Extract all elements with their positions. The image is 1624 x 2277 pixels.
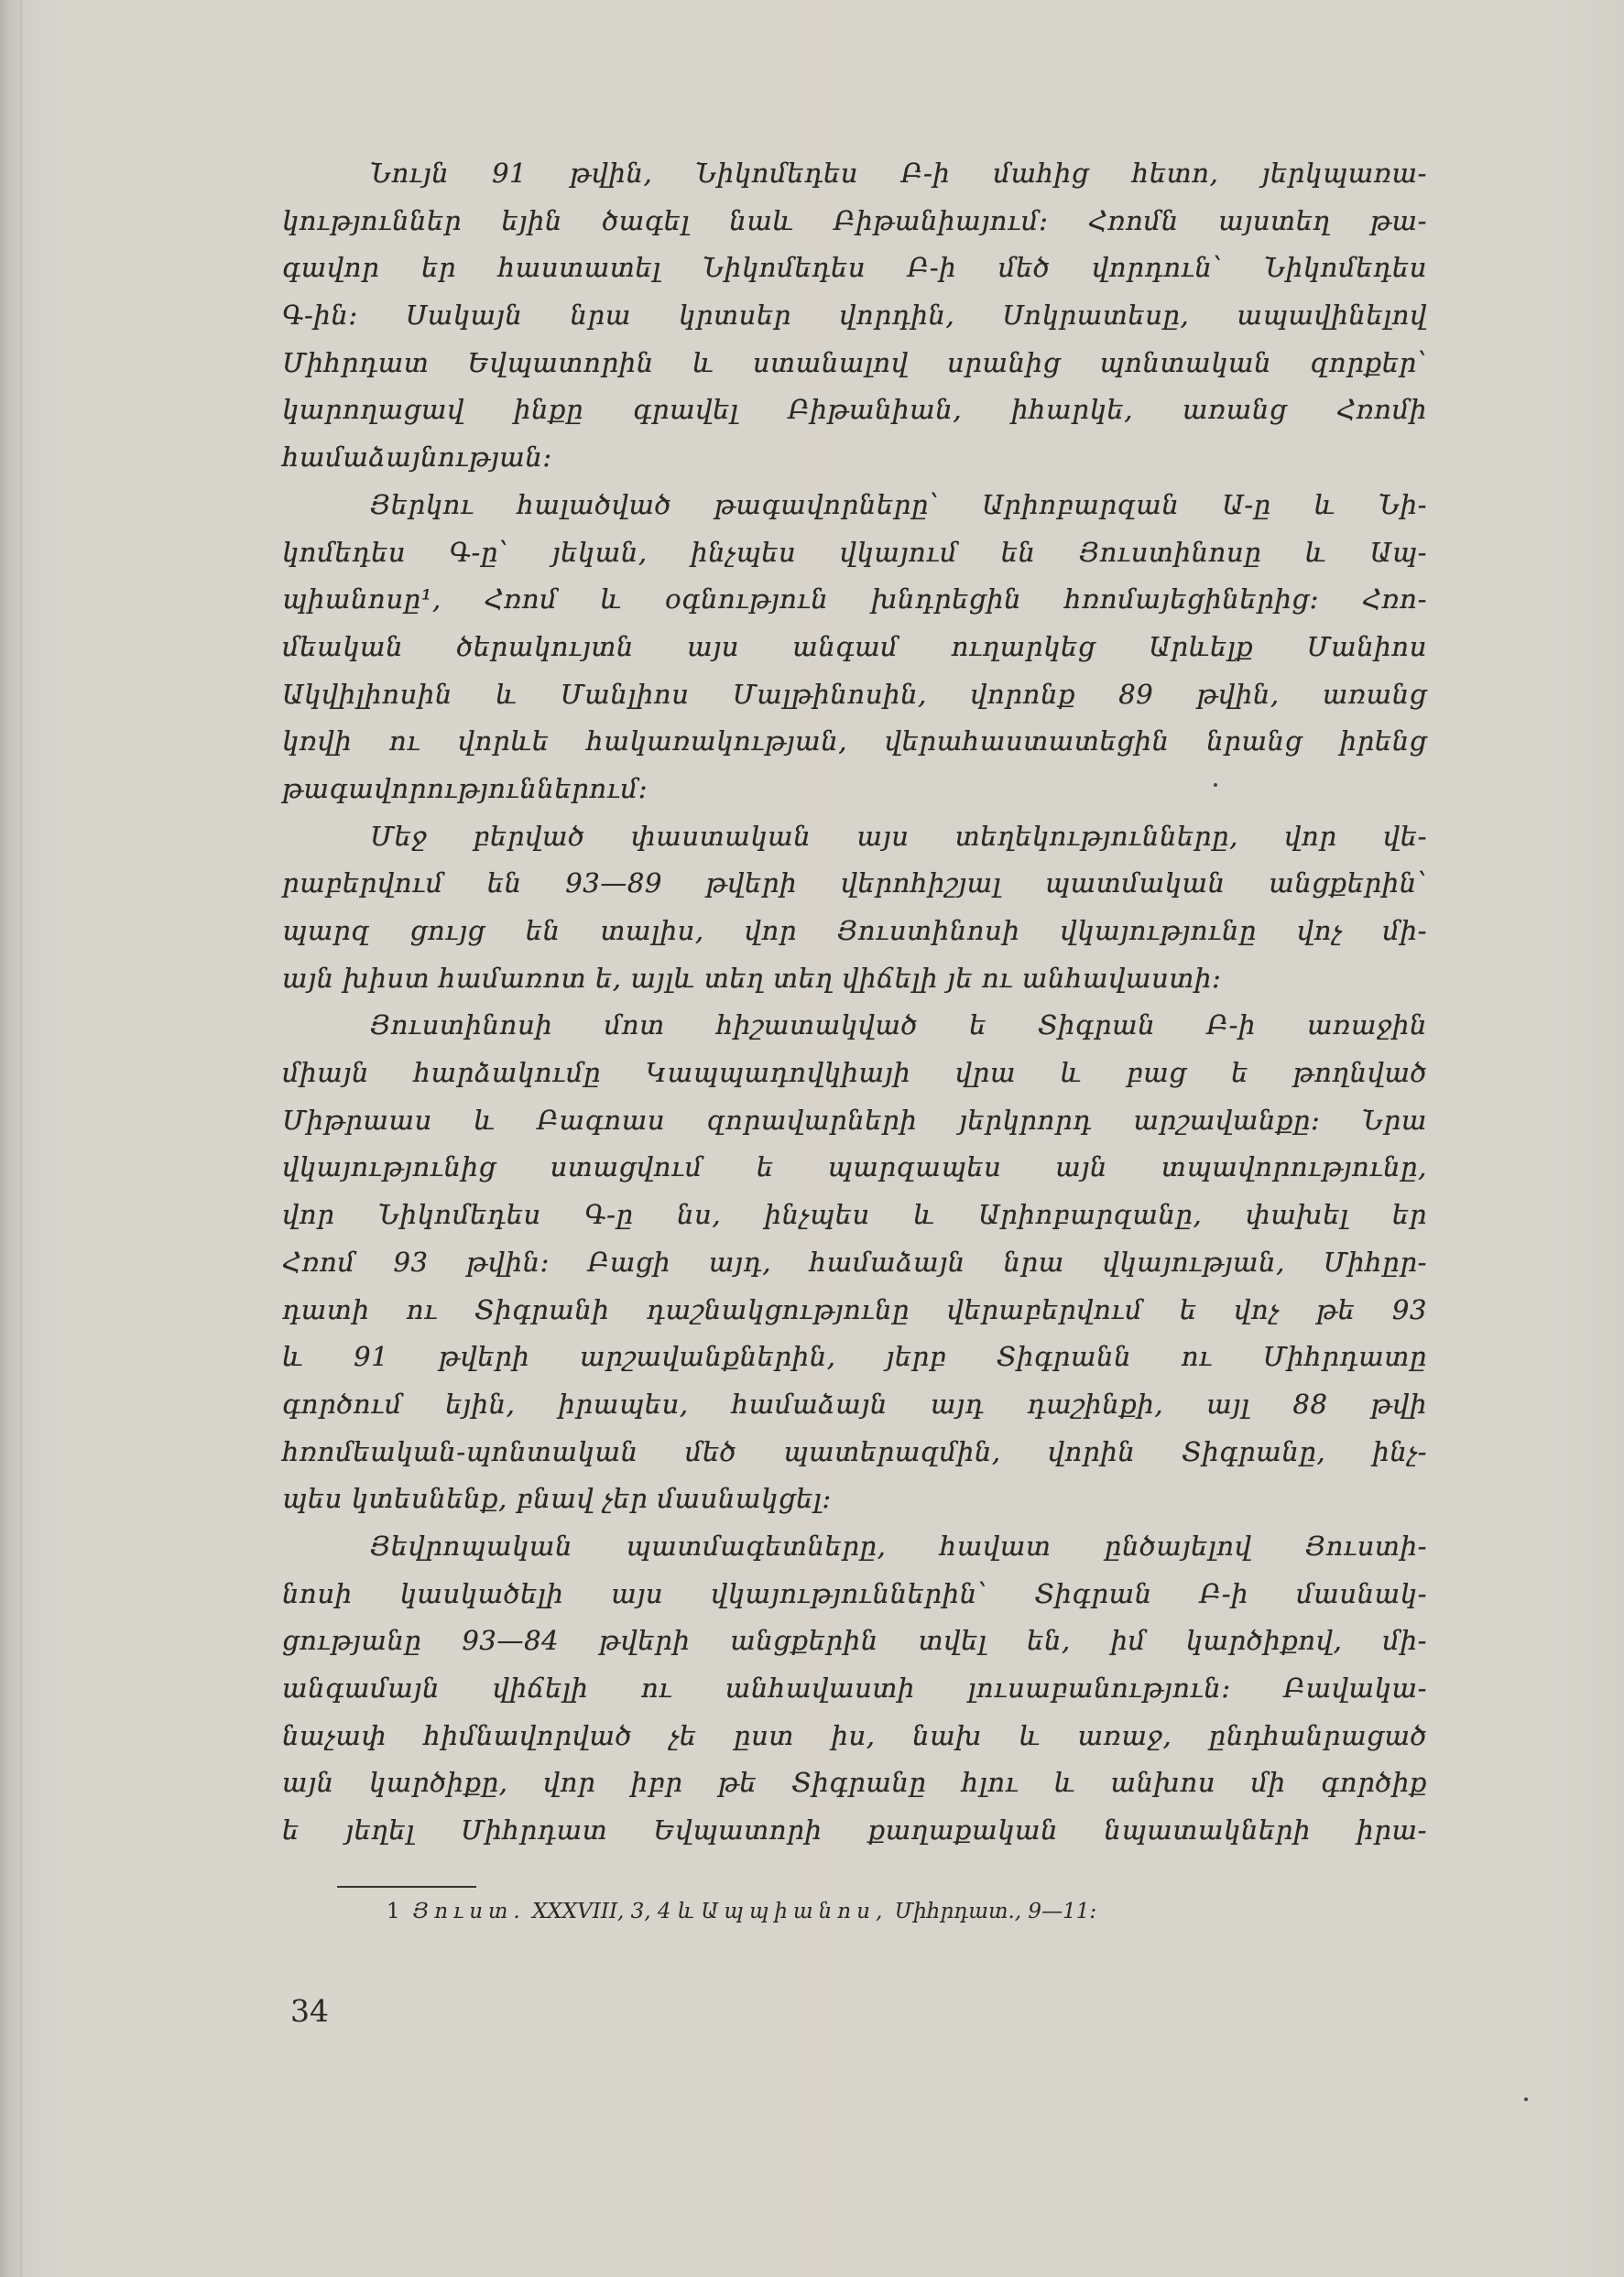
footnote	[387, 1896, 1394, 1927]
text-line: Ակվիլիոսին և Մանլիոս Մալթինոսին, վորոնք 89 թվին, առանց	[282, 678, 1427, 710]
paragraph	[282, 150, 1427, 482]
text-line: պարզ ցույց են տալիս, վոր Յուստինոսի վկայությունը վոչ մի-	[282, 915, 1427, 946]
paragraph	[282, 482, 1427, 813]
footnote-reference: Միհրդատ., 9—11։	[894, 1900, 1097, 1923]
text-line: միայն հարձակումը Կապպադովկիայի վրա և բաց ե թողնված	[282, 1057, 1427, 1089]
text-line: նոսի կասկածելի այս վկայություններին՝ Տիգրան Բ-ի մասնակ-	[282, 1577, 1427, 1609]
page-number: 34	[290, 1993, 329, 2029]
text-line: կոմեդես Գ-ը՝ յեկան, ինչպես վկայում են Յուստինոսը և Ապ-	[282, 536, 1427, 568]
text-line: և 91 թվերի արշավանքներին, յերբ Տիգրանն ու Միհրդատը	[282, 1341, 1427, 1373]
paper-speck	[1524, 2097, 1528, 2101]
text-line: ցությանը 93—84 թվերի անցքերին տվել են, իմ կարծիքով, մի-	[282, 1625, 1427, 1657]
text-line: Նույն 91 թվին, Նիկոմեդես Բ-ի մահից հետո, յերկպառա-	[370, 158, 1427, 189]
text-line: վոր Նիկոմեդես Գ-ը նս, ինչպես և Արիոբարզանը, փախել եր	[282, 1199, 1427, 1231]
text-line: Միթրաաս և Բագոաս զորավարների յերկրորդ արշավանքը։ Նրա	[282, 1104, 1427, 1136]
paragraph	[282, 813, 1427, 1003]
text-line: Յուստինոսի մոտ հիշատակված ե Տիգրան Բ-ի առաջին	[370, 1009, 1427, 1041]
text-line: Մեջ բերված փաստական այս տեղեկությունները, վոր վե-	[370, 820, 1427, 852]
text-line: րաբերվում են 93—89 թվերի վերոհիշյալ պատմական անցքերին՝	[282, 867, 1427, 899]
paragraph	[282, 1523, 1427, 1855]
text-line: Յեվրոպական պատմագետները, հավատ ընծայելով Յուստի-	[370, 1530, 1427, 1562]
text-line: նաչափ հիմնավորված չե ըստ իս, նախ և առաջ, ընդհանրացած	[282, 1719, 1427, 1751]
text-line: անգամայն վիճելի ու անհավաստի լուսաբանություն։ Բավակա-	[282, 1672, 1427, 1704]
text-line: մեական ծերակույտն այս անգամ ուղարկեց Արևելք Մանիոս	[282, 630, 1427, 662]
footnote-marker: 1	[387, 1900, 400, 1923]
text-line: Յերկու հալածված թագավորները՝ Արիոբարզան Ա-ը և Նի-	[370, 488, 1427, 520]
footnote-reference: XXXVIII, 3, 4 և	[532, 1900, 695, 1923]
text-line: վկայությունից ստացվում ե պարզապես այն տպավորությունը,	[282, 1151, 1427, 1183]
text-line: կռվի ու վորևե հակառակության, վերահաստատեցին նրանց իրենց	[282, 725, 1427, 757]
body-text	[282, 150, 1427, 1855]
text-line: Հռոմ 93 թվին։ Բացի այդ, համաձայն նրա վկայության, Միհըր-	[282, 1246, 1427, 1278]
text-line: կարողացավ ինքը գրավել Բիթանիան, իհարկե, առանց Հռոմի	[282, 394, 1427, 426]
text-line: համաձայնության։	[282, 441, 552, 474]
paragraph	[282, 1002, 1427, 1523]
text-line: ե յեղել Միհրդատ Եվպատորի քաղաքական նպատակների իրա-	[282, 1814, 1427, 1847]
text-line: դատի ու Տիգրանի դաշնակցությունը վերաբերվում ե վոչ թե 93	[282, 1293, 1427, 1325]
text-line: թագավորություններում։	[282, 772, 649, 804]
binding-edge	[20, 0, 22, 2277]
text-line: գործում եյին, իրապես, համաձայն այդ դաշինքի, այլ 88 թվի	[282, 1388, 1427, 1420]
text-line: հռոմեական-պոնտական մեծ պատերազմին, վորին Տիգրանը, ինչ-	[282, 1435, 1427, 1467]
text-line: Միհրդատ Եվպատորին և ստանալով սրանից պոնտական զորքեր՝	[282, 346, 1427, 378]
text-line: կություններ եյին ծագել նաև Բիթանիայում։ Հռոմն այստեղ թա-	[282, 204, 1427, 236]
text-line: գավոր եր հաստատել Նիկոմեդես Բ-ի մեծ վորդուն՝ Նիկոմեդես	[282, 252, 1427, 284]
footnote-author: Ապպիանոս,	[701, 1900, 888, 1923]
text-line: պիանոսը¹, Հռոմ և օգնություն խնդրեցին հռոմայեցիներից։ Հռո-	[282, 583, 1427, 616]
text-line: Գ-ին։ Սակայն նրա կրտսեր վորդին, Սոկրատեսը, ապավինելով	[282, 300, 1427, 332]
footnote-author: Յուստ.	[412, 1900, 526, 1923]
text-line: այն խիստ համառոտ ե, այլև տեղ տեղ վիճելի յե ու անհավաստի։	[282, 962, 1222, 994]
text-line: պես կտեսնենք, բնավ չեր մասնակցել։	[282, 1483, 832, 1515]
text-line: այն կարծիքը, վոր իբր թե Տիգրանը հլու և անխոս մի գործիք	[282, 1767, 1427, 1799]
footnote-separator	[337, 1886, 476, 1888]
